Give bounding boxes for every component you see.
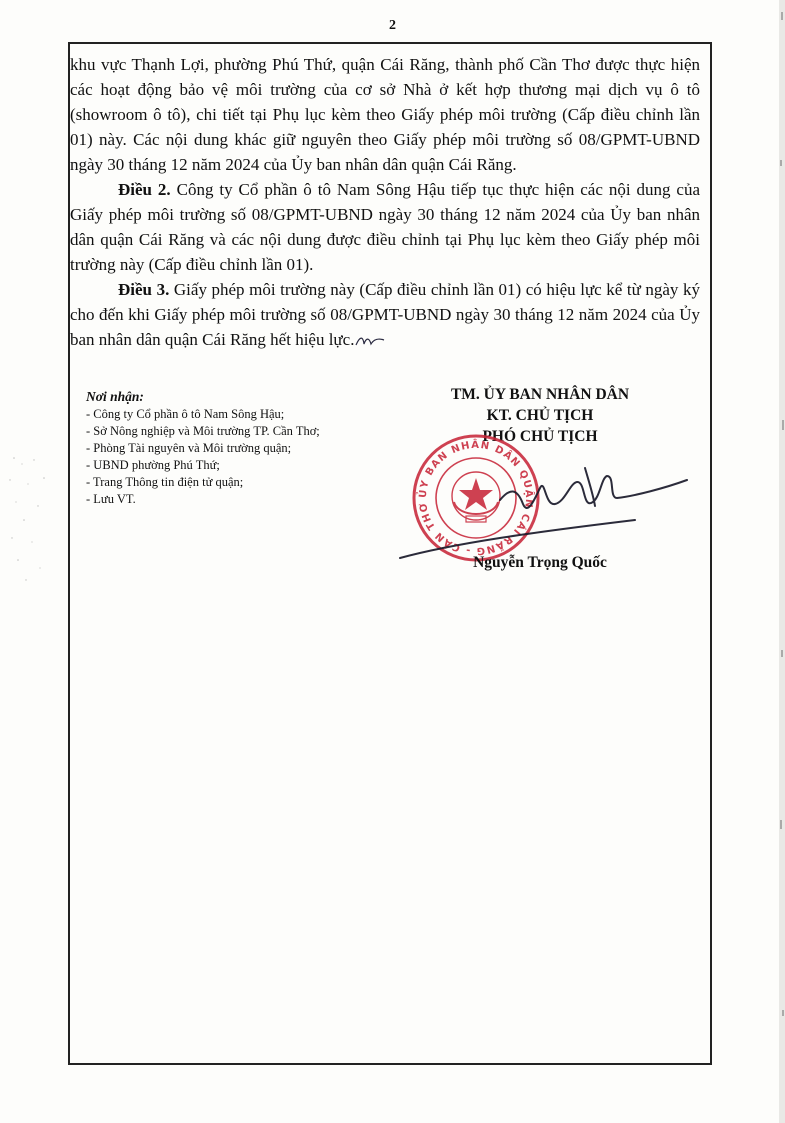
article-2-text: Công ty Cổ phần ô tô Nam Sông Hậu tiếp tục thực hiện các nội dung của Giấy phép môi trường số 08/GPMT-UBND ngày 30 tháng 12 năm 2024 của Ủy ban nhân dân quận Cái Răng và các nội dung được điều chỉnh tại Phụ lục kèm theo Giấy phép môi trường này (Cấp điều chỉnh lần 01). [70, 180, 701, 274]
recipients-list [86, 406, 406, 508]
initial-mark-icon [354, 334, 388, 348]
recipient-item: - Lưu VT. [86, 492, 136, 506]
recipient-item: - UBND phường Phú Thứ; [86, 458, 220, 472]
recipients-block [86, 388, 406, 508]
signer-name: Nguyễn Trọng Quốc [473, 554, 607, 571]
article-3-label: Điều 3. [118, 280, 170, 299]
seal-text: ỦY BAN NHÂN DÂN QUẬN CÁI RĂNG - CẦN THƠ [417, 439, 535, 557]
signature-line-3: PHÓ CHỦ TỊCH [482, 428, 598, 445]
handwritten-signature-icon [395, 448, 695, 568]
paragraph-continuation: khu vực Thạnh Lợi, phường Phú Thứ, quận Cái Răng, thành phố Cần Thơ được thực hiện các hoạt động bảo vệ môi trường của cơ sở Nhà ở kết hợp thương mại dịch vụ ô tô (showroom ô tô), chi tiết tại Phụ lục kèm theo Giấy phép môi trường (Cấp điều chỉnh lần 01) này. Các nội dung khác giữ nguyên theo Giấy phép môi trường số 08/GPMT-UBND ngày 30 tháng 12 năm 2024 của Ủy ban nhân dân quận Cái Răng. [70, 55, 700, 174]
article-3-text: Giấy phép môi trường này (Cấp điều chỉnh lần 01) có hiệu lực kể từ ngày ký cho đến khi Giấy phép môi trường số 08/GPMT-UBND ngày 30 tháng 12 năm 2024 của Ủy ban nhân dân quận Cái Răng hết hiệu lực. [70, 280, 701, 349]
page-number: 2 [389, 18, 396, 33]
article-2 [70, 177, 700, 277]
signature-line-1: TM. ỦY BAN NHÂN DÂN [450, 386, 630, 403]
recipient-item: - Sở Nông nghiệp và Môi trường TP. Cần Thơ; [86, 424, 320, 438]
scan-noise-marks-icon [4, 450, 64, 590]
recipient-item: - Trang Thông tin điện tử quận; [86, 475, 244, 489]
recipients-heading: Nơi nhận: [86, 389, 144, 404]
recipient-item: - Công ty Cổ phần ô tô Nam Sông Hậu; [86, 407, 285, 421]
article-3 [70, 277, 700, 352]
recipient-item: - Phòng Tài nguyên và Môi trường quận; [86, 441, 292, 455]
scan-edge-strip-icon [767, 0, 785, 1123]
article-2-label: Điều 2. [118, 180, 171, 199]
document-body [70, 52, 700, 352]
signature-line-2: KT. CHỦ TỊCH [486, 407, 594, 424]
